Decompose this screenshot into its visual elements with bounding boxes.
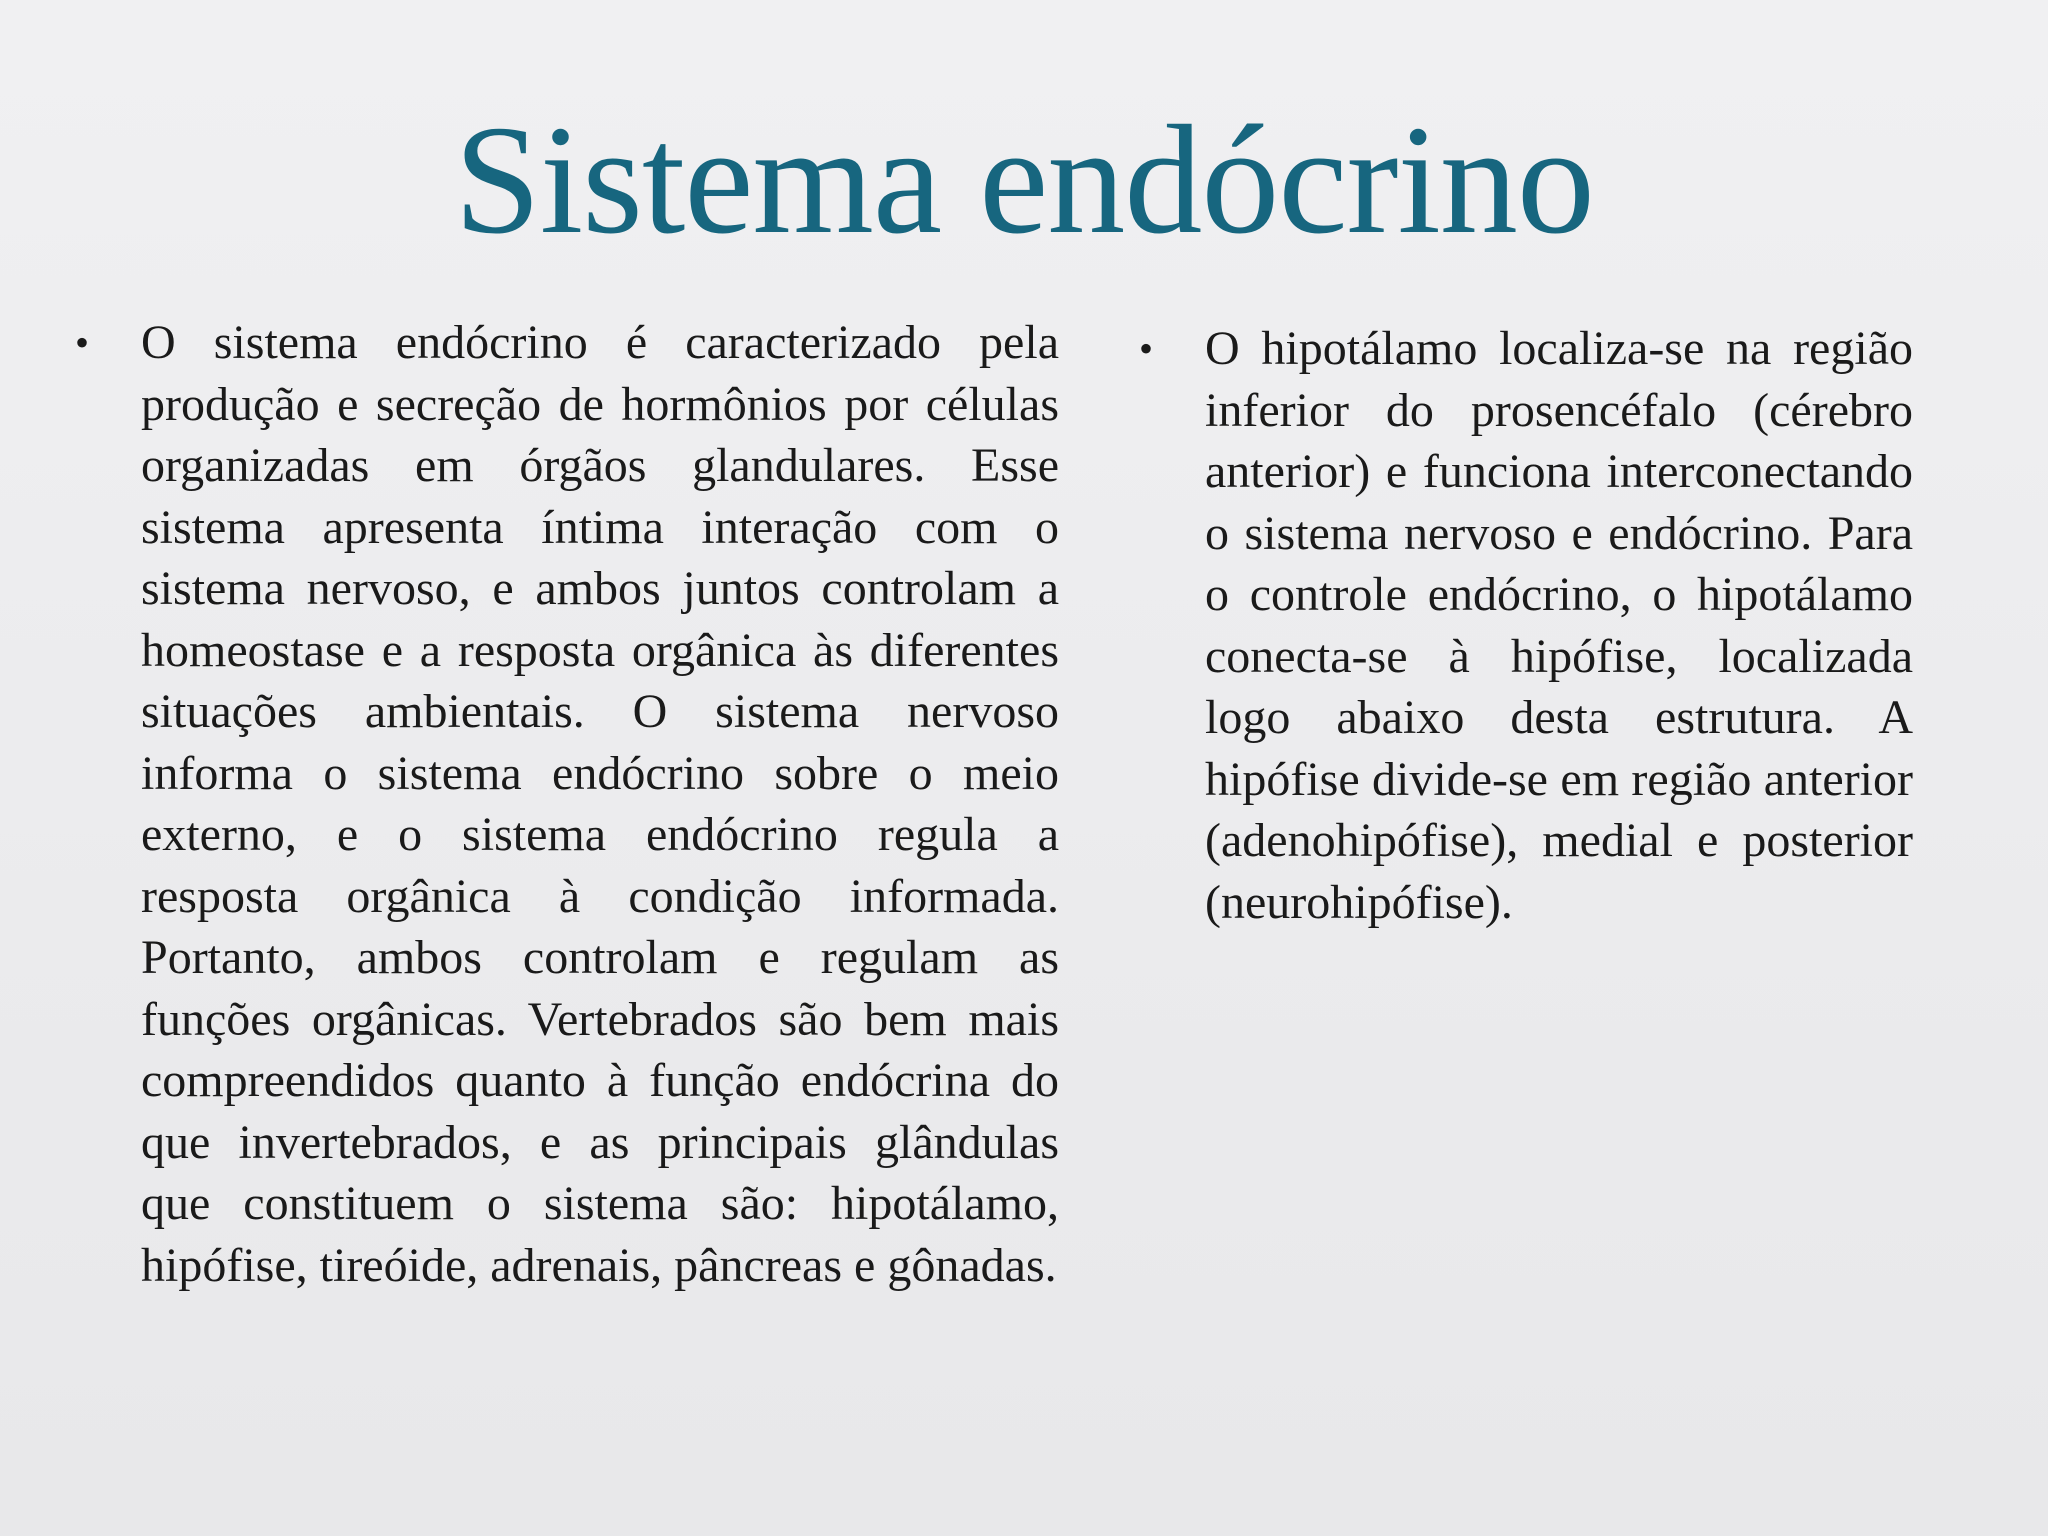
bullet-text-hypothalamus: O hipotálamo localiza-se na região inferior do prosencéfalo (cérebro anterior) e funciona interconectando o sistema nervoso e endócrino. Para o controle endócrino, o hipotálamo conecta-se à hipófise, localizada logo abaixo desta estrutura. A hipófise divide-se em região anterior (adenohipófise), medial e posterior (neurohipófise). bbox=[1205, 322, 1913, 929]
bullet-column-left bbox=[75, 312, 1059, 1296]
bullet-icon: • bbox=[75, 320, 90, 365]
bullet-column-right bbox=[1139, 318, 1913, 933]
bullet-icon: • bbox=[1139, 326, 1154, 371]
slide-title: Sistema endócrino bbox=[454, 93, 1594, 266]
bullet-text-endocrine-system: O sistema endócrino é caracterizado pela produção e secreção de hormônios por células organizadas em órgãos glandulares. Esse sistema apresenta íntima interação com o sistema nervoso, e ambos juntos controlam a homeostase e a resposta orgânica às diferentes situações ambientais. O sistema nervoso informa o sistema endócrino sobre o meio externo, e o sistema endócrino regula a resposta orgânica à condição informada. Portanto, ambos controlam e regulam as funções orgânicas. Vertebrados são bem mais compreendidos quanto à função endócrina do que invertebrados, e as principais glândulas que constituem o sistema são: hipotálamo, hipófise, tireóide, adrenais, pâncreas e gônadas. bbox=[141, 316, 1059, 1292]
